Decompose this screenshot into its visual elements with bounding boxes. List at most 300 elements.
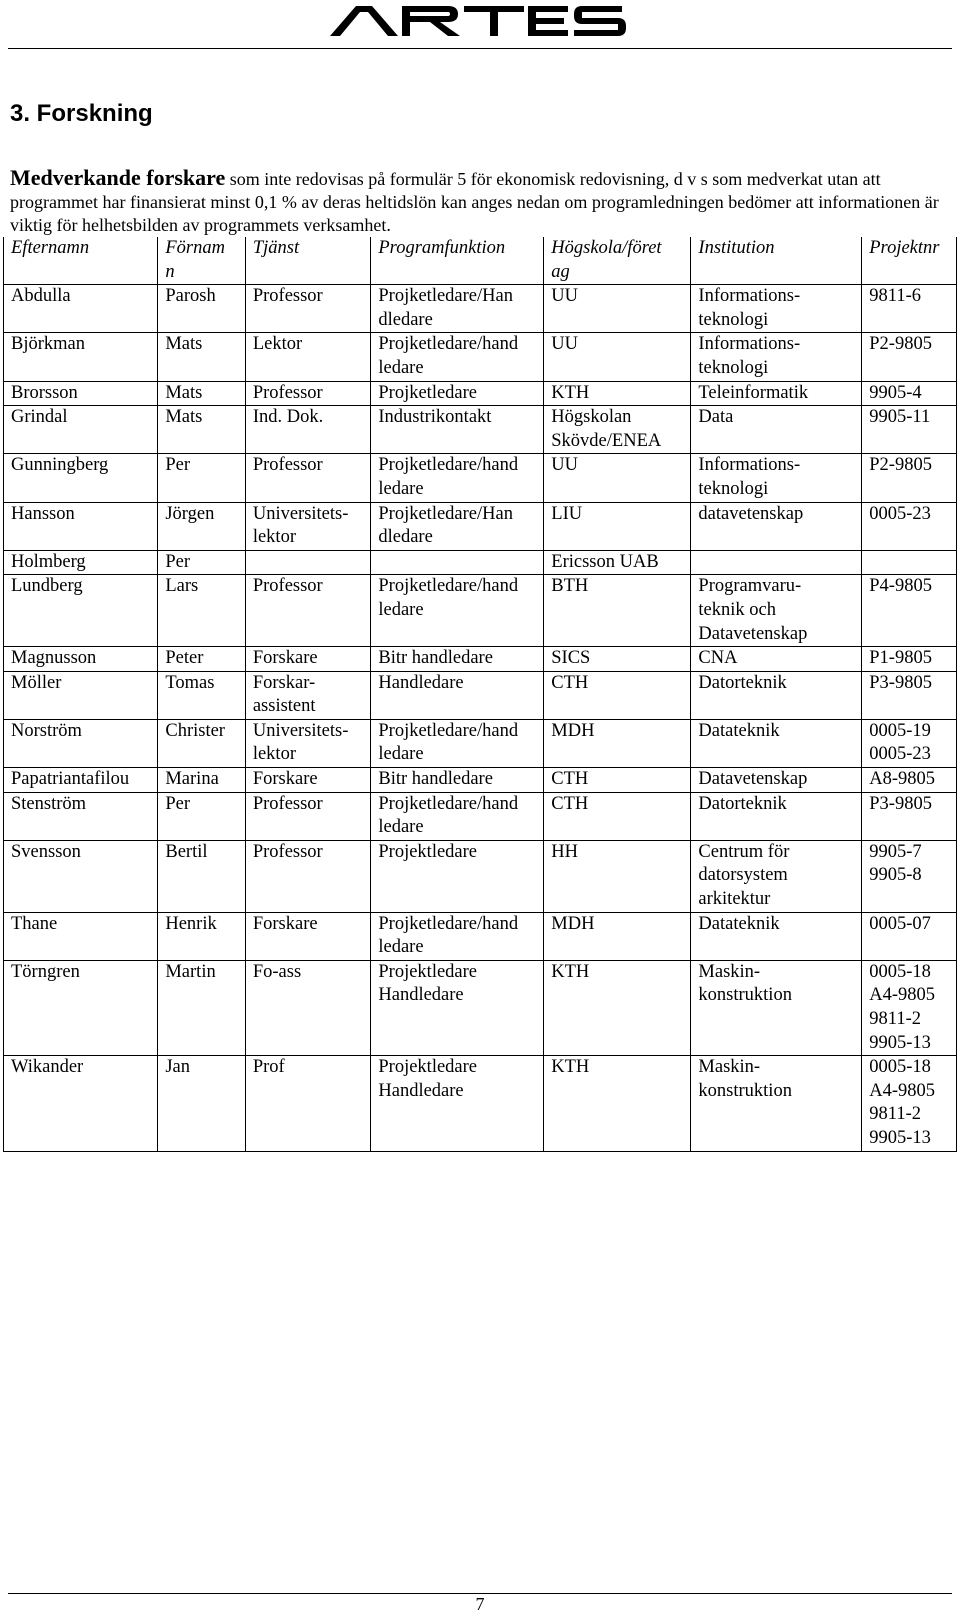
position-text: Forskare xyxy=(252,913,318,934)
firstname-text: Peter xyxy=(165,648,204,669)
position-cell xyxy=(245,550,371,575)
project-number-cell xyxy=(862,575,957,647)
program-function-text: Projektledare xyxy=(378,961,477,982)
firstname-text: Parosh xyxy=(165,286,216,307)
lastname-text: Brorsson xyxy=(11,382,78,403)
position-text: lektor xyxy=(252,527,296,548)
position-cell xyxy=(245,502,371,550)
university-cell xyxy=(544,768,691,793)
program-function-text: ledare xyxy=(378,599,424,620)
lastname-text: Stenström xyxy=(11,793,87,814)
firstname-cell xyxy=(158,647,245,672)
institution-text: Programvaru- xyxy=(698,576,802,597)
position-cell xyxy=(245,671,371,719)
institution-text: Centrum för xyxy=(698,841,790,862)
project-number-text: P2-9805 xyxy=(869,455,932,476)
lastname-text: Grindal xyxy=(11,407,68,428)
firstname-cell xyxy=(158,285,245,333)
lastname-cell xyxy=(4,550,158,575)
position-cell xyxy=(245,719,371,767)
university-cell xyxy=(544,1056,691,1151)
university-text: UU xyxy=(551,334,578,355)
university-cell xyxy=(544,671,691,719)
program-function-cell xyxy=(371,1056,544,1151)
firstname-text: Per xyxy=(165,455,191,476)
institution-text: teknologi xyxy=(698,357,769,378)
program-function-text: Projketledare/Han xyxy=(378,503,513,524)
university-cell xyxy=(544,719,691,767)
institution-text: Data xyxy=(698,407,734,428)
firstname-cell xyxy=(158,1056,245,1151)
lastname-cell xyxy=(4,960,158,1055)
position-cell xyxy=(245,285,371,333)
project-number-cell xyxy=(862,768,957,793)
position-cell xyxy=(245,381,371,406)
table-row xyxy=(4,575,957,647)
institution-text: teknologi xyxy=(698,309,769,330)
institution-text: Teleinformatik xyxy=(698,382,809,403)
position-cell xyxy=(245,1056,371,1151)
university-text: Skövde/ENEA xyxy=(551,430,662,451)
program-function-cell xyxy=(371,671,544,719)
institution-text: Informations- xyxy=(698,286,801,307)
project-number-cell xyxy=(862,792,957,840)
lastname-text: Björkman xyxy=(11,334,85,355)
lastname-text: Törngren xyxy=(11,961,80,982)
firstname-text: Henrik xyxy=(165,913,217,934)
program-function-text: Handledare xyxy=(378,985,464,1006)
table-row xyxy=(4,719,957,767)
firstname-cell xyxy=(158,671,245,719)
project-number-text: 0005-19 xyxy=(869,720,931,741)
university-text: KTH xyxy=(551,961,590,982)
table-row xyxy=(4,1056,957,1151)
institution-cell xyxy=(691,912,862,960)
program-function-text: dledare xyxy=(378,309,433,330)
program-function-text: ledare xyxy=(378,817,424,838)
institution-cell xyxy=(691,550,862,575)
header-program-function-text: Programfunktion xyxy=(378,238,506,258)
table-row xyxy=(4,333,957,381)
institution-cell xyxy=(691,647,862,672)
lastname-cell xyxy=(4,454,158,502)
table-row xyxy=(4,454,957,502)
project-number-cell xyxy=(862,406,957,454)
program-function-cell xyxy=(371,550,544,575)
lastname-cell xyxy=(4,792,158,840)
position-cell xyxy=(245,960,371,1055)
program-function-cell xyxy=(371,406,544,454)
institution-text: teknik och xyxy=(698,599,776,620)
project-number-text: 9811-6 xyxy=(869,286,921,307)
program-function-text: Industrikontakt xyxy=(378,407,492,428)
lastname-cell xyxy=(4,768,158,793)
lastname-cell xyxy=(4,1056,158,1151)
firstname-cell xyxy=(158,840,245,912)
header-rule xyxy=(8,48,952,49)
program-function-text: Projketledare/Han xyxy=(378,286,513,307)
program-function-text: ledare xyxy=(378,744,424,765)
project-number-text: 9905-13 xyxy=(869,1127,931,1148)
position-text: Professor xyxy=(252,793,323,814)
institution-text: konstruktion xyxy=(698,1080,792,1101)
institution-cell xyxy=(691,285,862,333)
project-number-cell xyxy=(862,719,957,767)
position-text: Universitets- xyxy=(252,720,349,741)
firstname-text: Marina xyxy=(165,769,219,790)
institution-text: Datorteknik xyxy=(698,672,787,693)
position-text: Professor xyxy=(252,841,323,862)
institution-cell xyxy=(691,960,862,1055)
position-cell xyxy=(245,454,371,502)
project-number-text xyxy=(869,551,950,575)
position-text xyxy=(253,551,365,575)
program-function-cell xyxy=(371,768,544,793)
institution-text: arkitektur xyxy=(698,889,771,910)
lastname-text: Hansson xyxy=(11,503,75,524)
project-number-cell xyxy=(862,550,957,575)
university-cell xyxy=(544,840,691,912)
page-number: 7 xyxy=(475,1594,485,1614)
university-cell xyxy=(544,647,691,672)
header-university-text: Högskola/föret xyxy=(551,238,662,258)
position-cell xyxy=(245,647,371,672)
program-function-text: ledare xyxy=(378,478,424,499)
lastname-text: Norström xyxy=(11,720,82,741)
project-number-text: A8-9805 xyxy=(869,769,936,790)
program-function-text: Projketledare/hand xyxy=(378,720,519,741)
project-number-cell xyxy=(862,502,957,550)
program-function-text: Projketledare/hand xyxy=(378,913,519,934)
institution-text: Maskin- xyxy=(698,961,761,982)
university-text: UU xyxy=(551,286,578,307)
header-lastname-cell xyxy=(4,237,158,285)
project-number-text: P2-9805 xyxy=(869,334,932,355)
firstname-cell xyxy=(158,960,245,1055)
header-firstname-text: n xyxy=(165,261,175,282)
firstname-text: Per xyxy=(165,793,191,814)
university-text: UU xyxy=(551,455,578,476)
position-text: Ind. Dok. xyxy=(252,407,324,428)
lastname-cell xyxy=(4,502,158,550)
project-number-cell xyxy=(862,647,957,672)
program-function-cell xyxy=(371,502,544,550)
program-function-text: Projektledare xyxy=(378,841,477,862)
position-text: Forskare xyxy=(252,769,318,790)
project-number-text: 0005-18 xyxy=(869,1057,931,1078)
university-text: MDH xyxy=(551,913,595,934)
header-lastname-text: Efternamn xyxy=(11,238,90,258)
institution-cell xyxy=(691,671,862,719)
project-number-text: 9905-11 xyxy=(869,407,931,428)
header-position-text: Tjänst xyxy=(252,238,300,258)
header-university-cell xyxy=(544,237,691,285)
position-text: Forskar- xyxy=(252,672,316,693)
section-heading: 3. Forskning xyxy=(10,100,153,127)
position-cell xyxy=(245,333,371,381)
table-row xyxy=(4,912,957,960)
project-number-text: 9905-7 xyxy=(869,841,922,862)
university-text: CTH xyxy=(551,793,589,814)
table-row xyxy=(4,647,957,672)
header-institution-text: Institution xyxy=(698,238,775,258)
firstname-text: Mats xyxy=(165,334,203,355)
lastname-cell xyxy=(4,671,158,719)
firstname-text: Christer xyxy=(165,720,225,741)
firstname-text: Tomas xyxy=(165,672,215,693)
position-cell xyxy=(245,406,371,454)
program-function-text xyxy=(378,551,537,575)
table-row xyxy=(4,792,957,840)
position-text: Universitets- xyxy=(252,503,349,524)
position-text: Professor xyxy=(252,286,323,307)
project-number-text: A4-9805 xyxy=(869,1080,936,1101)
lastname-cell xyxy=(4,381,158,406)
intro-paragraph xyxy=(10,166,955,237)
institution-text: Maskin- xyxy=(698,1057,761,1078)
program-function-text: ledare xyxy=(378,937,424,958)
program-function-text: Handledare xyxy=(378,672,464,693)
institution-text: Datavetenskap xyxy=(698,769,808,790)
firstname-cell xyxy=(158,381,245,406)
lastname-text: Thane xyxy=(11,913,58,934)
project-number-text: P3-9805 xyxy=(869,793,932,814)
program-function-text: dledare xyxy=(378,527,433,548)
institution-text: CNA xyxy=(698,648,738,669)
university-cell xyxy=(544,454,691,502)
university-text: LIU xyxy=(551,503,583,524)
university-cell xyxy=(544,406,691,454)
project-number-cell xyxy=(862,381,957,406)
firstname-cell xyxy=(158,792,245,840)
table-row xyxy=(4,406,957,454)
lastname-cell xyxy=(4,285,158,333)
firstname-cell xyxy=(158,502,245,550)
firstname-text: Mats xyxy=(165,407,203,428)
institution-cell xyxy=(691,454,862,502)
project-number-text: 0005-18 xyxy=(869,961,931,982)
firstname-text: Martin xyxy=(165,961,216,982)
university-cell xyxy=(544,960,691,1055)
program-function-cell xyxy=(371,719,544,767)
institution-cell xyxy=(691,381,862,406)
university-text: Ericsson UAB xyxy=(551,551,659,572)
lastname-text: Abdulla xyxy=(11,286,71,307)
project-number-cell xyxy=(862,912,957,960)
firstname-text: Jan xyxy=(165,1057,191,1078)
firstname-cell xyxy=(158,575,245,647)
header-institution-cell xyxy=(691,237,862,285)
program-function-cell xyxy=(371,575,544,647)
program-function-cell xyxy=(371,960,544,1055)
institution-cell xyxy=(691,792,862,840)
artes-logo xyxy=(328,0,628,40)
program-function-text: Projketledare/hand xyxy=(378,793,519,814)
university-text: BTH xyxy=(551,576,589,597)
lastname-cell xyxy=(4,912,158,960)
lastname-text: Wikander xyxy=(11,1057,84,1078)
program-function-cell xyxy=(371,454,544,502)
project-number-cell xyxy=(862,285,957,333)
lastname-cell xyxy=(4,406,158,454)
university-text: CTH xyxy=(551,769,589,790)
project-number-cell xyxy=(862,840,957,912)
project-number-text: 9811-2 xyxy=(869,1104,921,1125)
table-row xyxy=(4,840,957,912)
university-cell xyxy=(544,912,691,960)
program-function-text: Projketledare/hand xyxy=(378,576,519,597)
firstname-cell xyxy=(158,719,245,767)
firstname-text: Mats xyxy=(165,382,203,403)
university-cell xyxy=(544,285,691,333)
position-text: Professor xyxy=(252,382,323,403)
lastname-cell xyxy=(4,575,158,647)
university-text: KTH xyxy=(551,1057,590,1078)
firstname-cell xyxy=(158,912,245,960)
project-number-text: 0005-23 xyxy=(869,744,931,765)
table-row xyxy=(4,381,957,406)
program-function-text: Projketledare/hand xyxy=(378,455,519,476)
project-number-text: 0005-07 xyxy=(869,913,931,934)
program-function-cell xyxy=(371,792,544,840)
firstname-cell xyxy=(158,550,245,575)
program-function-text: Bitr handledare xyxy=(378,769,493,790)
lastname-text: Gunningberg xyxy=(11,455,109,476)
position-text: Professor xyxy=(252,455,323,476)
university-text: Högskolan xyxy=(551,407,632,428)
lastname-cell xyxy=(4,333,158,381)
institution-text: konstruktion xyxy=(698,985,792,1006)
lastname-text: Svensson xyxy=(11,841,81,862)
program-function-text: ledare xyxy=(378,357,424,378)
project-number-text: 9811-2 xyxy=(869,1009,921,1029)
institution-text: Informations- xyxy=(698,455,801,476)
table-row xyxy=(4,502,957,550)
header-program-function-cell xyxy=(371,237,544,285)
program-function-text: Projketledare/hand xyxy=(378,334,519,355)
project-number-cell xyxy=(862,454,957,502)
institution-cell xyxy=(691,502,862,550)
position-text: Prof xyxy=(252,1057,285,1078)
institution-text: datavetenskap xyxy=(698,503,804,524)
firstname-text: Per xyxy=(165,551,191,572)
project-number-cell xyxy=(862,333,957,381)
university-cell xyxy=(544,550,691,575)
university-text: MDH xyxy=(551,720,595,741)
position-cell xyxy=(245,575,371,647)
position-cell xyxy=(245,768,371,793)
table-row xyxy=(4,768,957,793)
institution-text xyxy=(698,551,855,575)
intro-text: som inte redovisas på formulär 5 för ekonomisk redovisning, d v s som medverkat utan att programmet har finansierat minst 0,1 % av deras heltidslön kan anges nedan om programledningen bedömer att informationen är viktig för helhetsbilden av programmets verksamhet. xyxy=(10,169,939,235)
program-function-cell xyxy=(371,333,544,381)
lastname-cell xyxy=(4,840,158,912)
program-function-cell xyxy=(371,912,544,960)
institution-cell xyxy=(691,575,862,647)
header-project-number-text: Projektnr xyxy=(869,238,940,258)
project-number-text: 9905-13 xyxy=(869,1032,931,1053)
intro-lead: Medverkande forskare xyxy=(10,165,226,190)
lastname-text: Lundberg xyxy=(11,576,83,597)
institution-cell xyxy=(691,840,862,912)
position-text: lektor xyxy=(252,744,296,765)
lastname-text: Magnusson xyxy=(11,648,97,669)
project-number-cell xyxy=(862,671,957,719)
lastname-cell xyxy=(4,647,158,672)
position-text: Professor xyxy=(252,576,323,597)
university-text: CTH xyxy=(551,672,589,693)
institution-cell xyxy=(691,719,862,767)
university-cell xyxy=(544,575,691,647)
program-function-cell xyxy=(371,647,544,672)
project-number-text: P1-9805 xyxy=(869,648,932,669)
firstname-text: Bertil xyxy=(165,841,208,862)
university-text: SICS xyxy=(551,648,591,669)
header-firstname-cell xyxy=(158,237,245,285)
table-body xyxy=(4,285,957,1151)
program-function-text: Bitr handledare xyxy=(378,648,493,669)
institution-text: datorsystem xyxy=(698,865,788,886)
university-text: KTH xyxy=(551,382,590,403)
university-text: HH xyxy=(551,841,578,862)
university-cell xyxy=(544,502,691,550)
project-number-text: 9905-8 xyxy=(869,865,922,886)
project-number-text: 9905-4 xyxy=(869,382,922,403)
institution-text: Informations- xyxy=(698,334,801,355)
program-function-cell xyxy=(371,285,544,333)
position-text: assistent xyxy=(252,696,316,717)
institution-text: Datorteknik xyxy=(698,793,787,814)
institution-cell xyxy=(691,768,862,793)
table-header-row xyxy=(4,237,957,285)
lastname-text: Möller xyxy=(11,672,62,693)
project-number-cell xyxy=(862,960,957,1055)
project-number-text: P4-9805 xyxy=(869,576,932,597)
lastname-text: Papatriantafilou xyxy=(11,769,130,790)
program-function-cell xyxy=(371,840,544,912)
header-university-text: ag xyxy=(551,261,570,282)
lastname-text: Holmberg xyxy=(11,551,86,572)
table-row xyxy=(4,285,957,333)
header-firstname-text: Förnam xyxy=(165,238,225,258)
university-cell xyxy=(544,333,691,381)
project-number-text: P3-9805 xyxy=(869,672,932,693)
institution-text: teknologi xyxy=(698,478,769,499)
firstname-cell xyxy=(158,406,245,454)
firstname-text: Lars xyxy=(165,576,199,597)
table-row xyxy=(4,550,957,575)
lastname-cell xyxy=(4,719,158,767)
university-cell xyxy=(544,792,691,840)
firstname-text: Jörgen xyxy=(165,503,215,524)
institution-text: Datavetenskap xyxy=(698,623,808,644)
firstname-cell xyxy=(158,454,245,502)
project-number-text: A4-9805 xyxy=(869,985,936,1006)
table-row xyxy=(4,960,957,1055)
firstname-cell xyxy=(158,333,245,381)
program-function-cell xyxy=(371,381,544,406)
university-cell xyxy=(544,381,691,406)
institution-cell xyxy=(691,333,862,381)
position-cell xyxy=(245,912,371,960)
institution-text: Datateknik xyxy=(698,720,780,741)
table-row xyxy=(4,671,957,719)
header-position-cell xyxy=(245,237,371,285)
position-text: Forskare xyxy=(252,648,318,669)
program-function-text: Projketledare xyxy=(378,382,477,403)
institution-text: Datateknik xyxy=(698,913,780,934)
program-function-text: Handledare xyxy=(378,1080,464,1101)
